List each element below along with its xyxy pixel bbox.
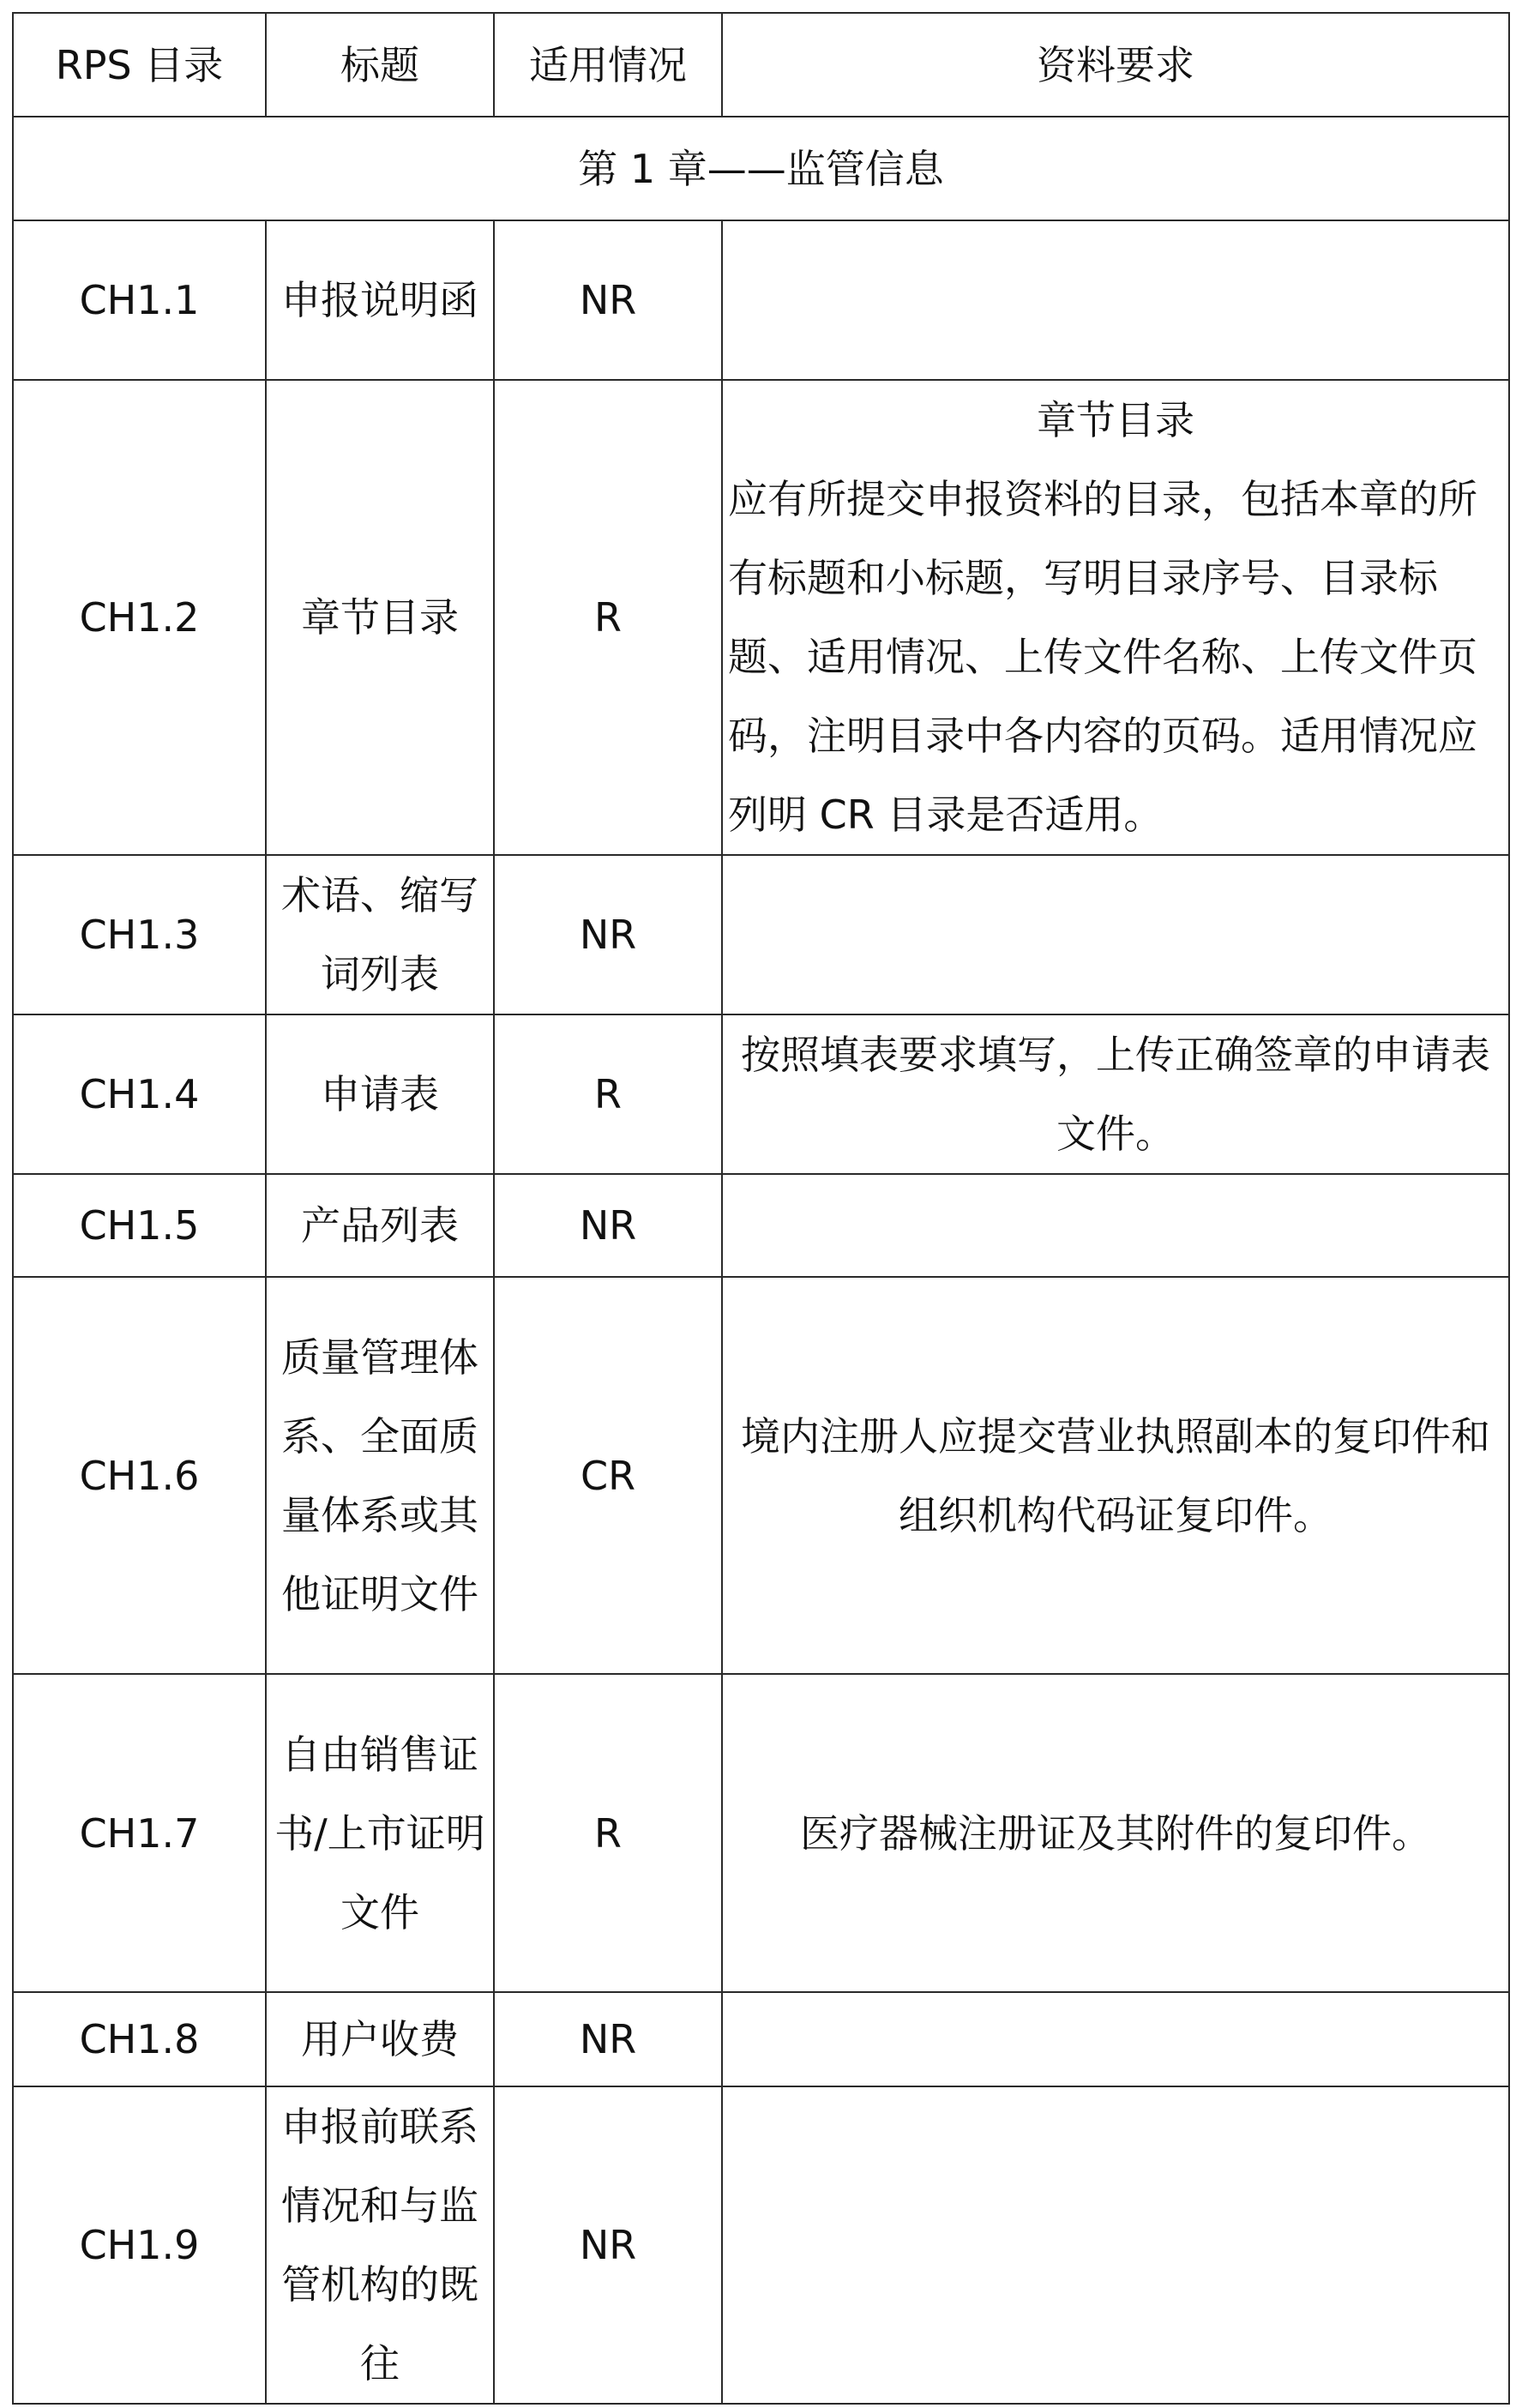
table-header-row (13, 13, 1509, 117)
row-requirements: 按照填表要求填写，上传正确签章的申请表文件。 (722, 1014, 1509, 1174)
row-title: 申报说明函 (266, 220, 494, 380)
requirements-heading: 章节目录 (1037, 397, 1194, 443)
document-page (12, 12, 1508, 2405)
row-title: 质量管理体系、全面质量体系或其他证明文件 (266, 1277, 494, 1674)
row-requirements (722, 1992, 1509, 2086)
requirements-table (12, 12, 1510, 2405)
row-code: CH1.9 (13, 2086, 266, 2404)
row-requirements (722, 220, 1509, 380)
table-row (13, 220, 1509, 380)
table-row (13, 1992, 1509, 2086)
row-code: CH1.2 (13, 380, 266, 855)
row-requirements (722, 2086, 1509, 2404)
row-applicability: R (494, 1014, 722, 1174)
row-title: 产品列表 (266, 1174, 494, 1277)
row-applicability: NR (494, 2086, 722, 2404)
header-requirements: 资料要求 (722, 13, 1509, 117)
row-code: CH1.8 (13, 1992, 266, 2086)
row-code: CH1.7 (13, 1674, 266, 1992)
row-title: 申请表 (266, 1014, 494, 1174)
table-row (13, 380, 1509, 855)
header-applicability: 适用情况 (494, 13, 722, 117)
requirements-text: 应有所提交申报资料的目录，包括本章的所有标题和小标题，写明目录序号、目录标题、适用情况、上传文件名称、上传文件页码，注明目录中各内容的页码。适用情况应列明 CR 目录是否适用。 (728, 476, 1477, 838)
row-applicability: R (494, 1674, 722, 1992)
row-code: CH1.3 (13, 855, 266, 1014)
row-code: CH1.1 (13, 220, 266, 380)
table-row (13, 1674, 1509, 1992)
row-title: 术语、缩写词列表 (266, 855, 494, 1014)
row-applicability: CR (494, 1277, 722, 1674)
row-applicability: NR (494, 855, 722, 1014)
table-row (13, 1014, 1509, 1174)
header-rps: RPS 目录 (13, 13, 266, 117)
table-row (13, 855, 1509, 1014)
row-code: CH1.4 (13, 1014, 266, 1174)
row-applicability: NR (494, 1174, 722, 1277)
row-requirements (722, 380, 1509, 855)
row-title: 章节目录 (266, 380, 494, 855)
row-applicability: NR (494, 220, 722, 380)
chapter-row (13, 117, 1509, 220)
row-code: CH1.6 (13, 1277, 266, 1674)
table-row (13, 1174, 1509, 1277)
row-title: 自由销售证书/上市证明文件 (266, 1674, 494, 1992)
chapter-title: 第 1 章——监管信息 (13, 117, 1509, 220)
table-row (13, 1277, 1509, 1674)
row-requirements (722, 1174, 1509, 1277)
row-title: 申报前联系情况和与监管机构的既往 (266, 2086, 494, 2404)
table-row (13, 2086, 1509, 2404)
row-applicability: NR (494, 1992, 722, 2086)
row-applicability: R (494, 380, 722, 855)
row-title: 用户收费 (266, 1992, 494, 2086)
row-code: CH1.5 (13, 1174, 266, 1277)
row-requirements: 境内注册人应提交营业执照副本的复印件和组织机构代码证复印件。 (722, 1277, 1509, 1674)
header-title: 标题 (266, 13, 494, 117)
row-requirements (722, 855, 1509, 1014)
row-requirements: 医疗器械注册证及其附件的复印件。 (722, 1674, 1509, 1992)
